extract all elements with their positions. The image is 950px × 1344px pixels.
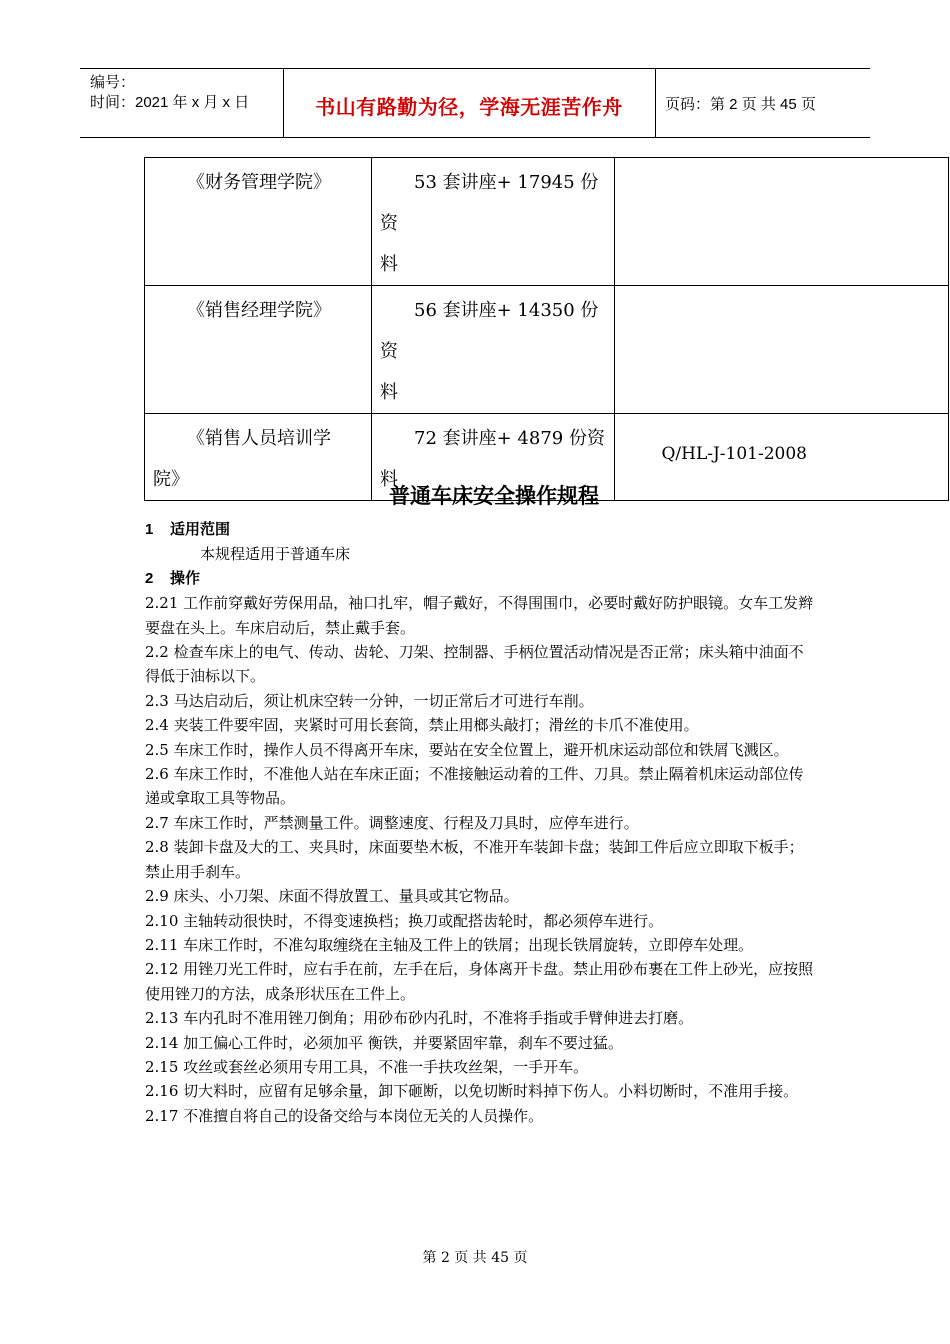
table-cell-name — [145, 158, 372, 286]
section-number: 2 — [145, 569, 154, 587]
rule-item: 2.5 车床工作时，操作人员不得离开车床，要站在安全位置上，避开机床运动部位和铁屑飞溅区。 — [145, 740, 789, 759]
rule-item: 2.21 工作前穿戴好劳保用品，袖口扎牢，帽子戴好，不得围围巾，必要时戴好防护眼镜。女车工发辫要盘在头上。车床启动后，禁止戴手套。 — [145, 594, 814, 637]
header-page-info: 页码：第 2 页 共 45 页 — [665, 96, 816, 113]
cell-resource-line1: 53 套讲座+ 17945 份资 — [380, 172, 599, 234]
rule-item: 2.7 车床工作时，严禁测量工件。调整速度、行程及刀具时，应停车进行。 — [145, 813, 639, 832]
document-code: Q/HL-J-101-2008 — [661, 444, 807, 464]
table-cell-resource — [372, 158, 615, 286]
cell-name-line1: 《销售人员培训学 — [187, 428, 331, 449]
table-cell-note — [615, 158, 949, 286]
rule-item: 2.16 切大料时，应留有足够余量，卸下砸断，以免切断时料掉下伤人。小料切断时，不准用手接。 — [145, 1082, 799, 1101]
rule-item: 2.12 用锉刀光工件时，应右手在前，左手在后，身体离开卡盘。禁止用砂布裹在工件上砂光，应按照使用锉刀的方法，成条形状压在工件上。 — [145, 960, 814, 1003]
header-divider — [655, 69, 656, 137]
cell-resource-line2: 料 — [380, 382, 398, 403]
header-number-label: 编号： — [90, 74, 136, 91]
cell-name-line1: 《销售经理学院》 — [187, 300, 331, 321]
rule-item: 2.8 装卸卡盘及大的工、夹具时，床面要垫木板，不准开车装卸卡盘；装卸工件后应立即取下板手；禁止用手刹车。 — [145, 838, 804, 881]
document-title: 普通车床安全操作规程 — [389, 485, 599, 508]
section-number: 1 — [145, 521, 154, 538]
cell-name-line2: 院》 — [153, 469, 189, 490]
rule-item: 2.10 主轴转动很快时，不得变速换档；换刀或配搭齿轮时，都必须停车进行。 — [145, 911, 664, 930]
page-header — [80, 68, 870, 138]
resource-table — [144, 157, 949, 501]
section-heading — [145, 518, 815, 542]
cell-name-line1: 《财务管理学院》 — [187, 172, 331, 193]
header-motto: 书山有路勤为径，学海无涯苦作舟 — [315, 97, 623, 119]
rule-item: 2.6 车床工作时，不准他人站在车床正面；不准接触运动着的工件、刀具。禁止隔着机床运动部位传递或拿取工具等物品。 — [145, 765, 804, 808]
rule-item: 2.3 马达启动后，须让机床空转一分钟，一切正常后才可进行车削。 — [145, 691, 594, 710]
table-cell-resource — [372, 286, 615, 414]
section-title: 适用范围 — [170, 521, 231, 538]
section-title: 操作 — [170, 569, 201, 587]
page-footer: 第 2 页 共 45 页 — [422, 1250, 528, 1266]
table-row — [145, 158, 949, 286]
cell-resource-line2: 料 — [380, 254, 398, 275]
table-cell-note — [615, 286, 949, 414]
document-body — [145, 518, 815, 1128]
section-text: 本规程适用于普通车床 — [200, 545, 351, 564]
header-time-label: 时间：2021 年 x 月 x 日 — [90, 94, 250, 111]
cell-resource-line1: 56 套讲座+ 14350 份资 — [380, 300, 599, 362]
rule-item: 2.17 不准擅自将自己的设备交给与本岗位无关的人员操作。 — [145, 1106, 544, 1125]
table-row — [145, 286, 949, 414]
section-heading — [145, 567, 815, 591]
cell-resource-line1: 72 套讲座+ 4879 份资 — [414, 428, 605, 449]
table-cell-name — [145, 286, 372, 414]
rule-item: 2.9 床头、小刀架、床面不得放置工、量具或其它物品。 — [145, 887, 519, 906]
rule-item: 2.2 检查车床上的电气、传动、齿轮、刀架、控制器、手柄位置活动情况是否正常；床头箱中油面不得低于油标以下。 — [145, 643, 804, 686]
header-meta — [90, 73, 249, 113]
rule-item: 2.11 车床工作时，不准勾取缠绕在主轴及工件上的铁屑；出现长铁屑旋转，立即停车处理。 — [145, 935, 754, 954]
rule-item: 2.4 夹装工件要牢固，夹紧时可用长套筒，禁止用榔头敲打；滑丝的卡爪不准使用。 — [145, 716, 699, 735]
rule-item: 2.15 攻丝或套丝必须用专用工具，不准一手扶攻丝架，一手开车。 — [145, 1057, 589, 1076]
rule-item: 2.14 加工偏心工件时，必须加平 衡铁，并要紧固牢靠，刹车不要过猛。 — [145, 1033, 623, 1052]
cell-resource-line2: 料 — [380, 469, 398, 490]
rule-item: 2.13 车内孔时不准用锉刀倒角；用砂布砂内孔时，不准将手指或手臂伸进去打磨。 — [145, 1009, 694, 1028]
